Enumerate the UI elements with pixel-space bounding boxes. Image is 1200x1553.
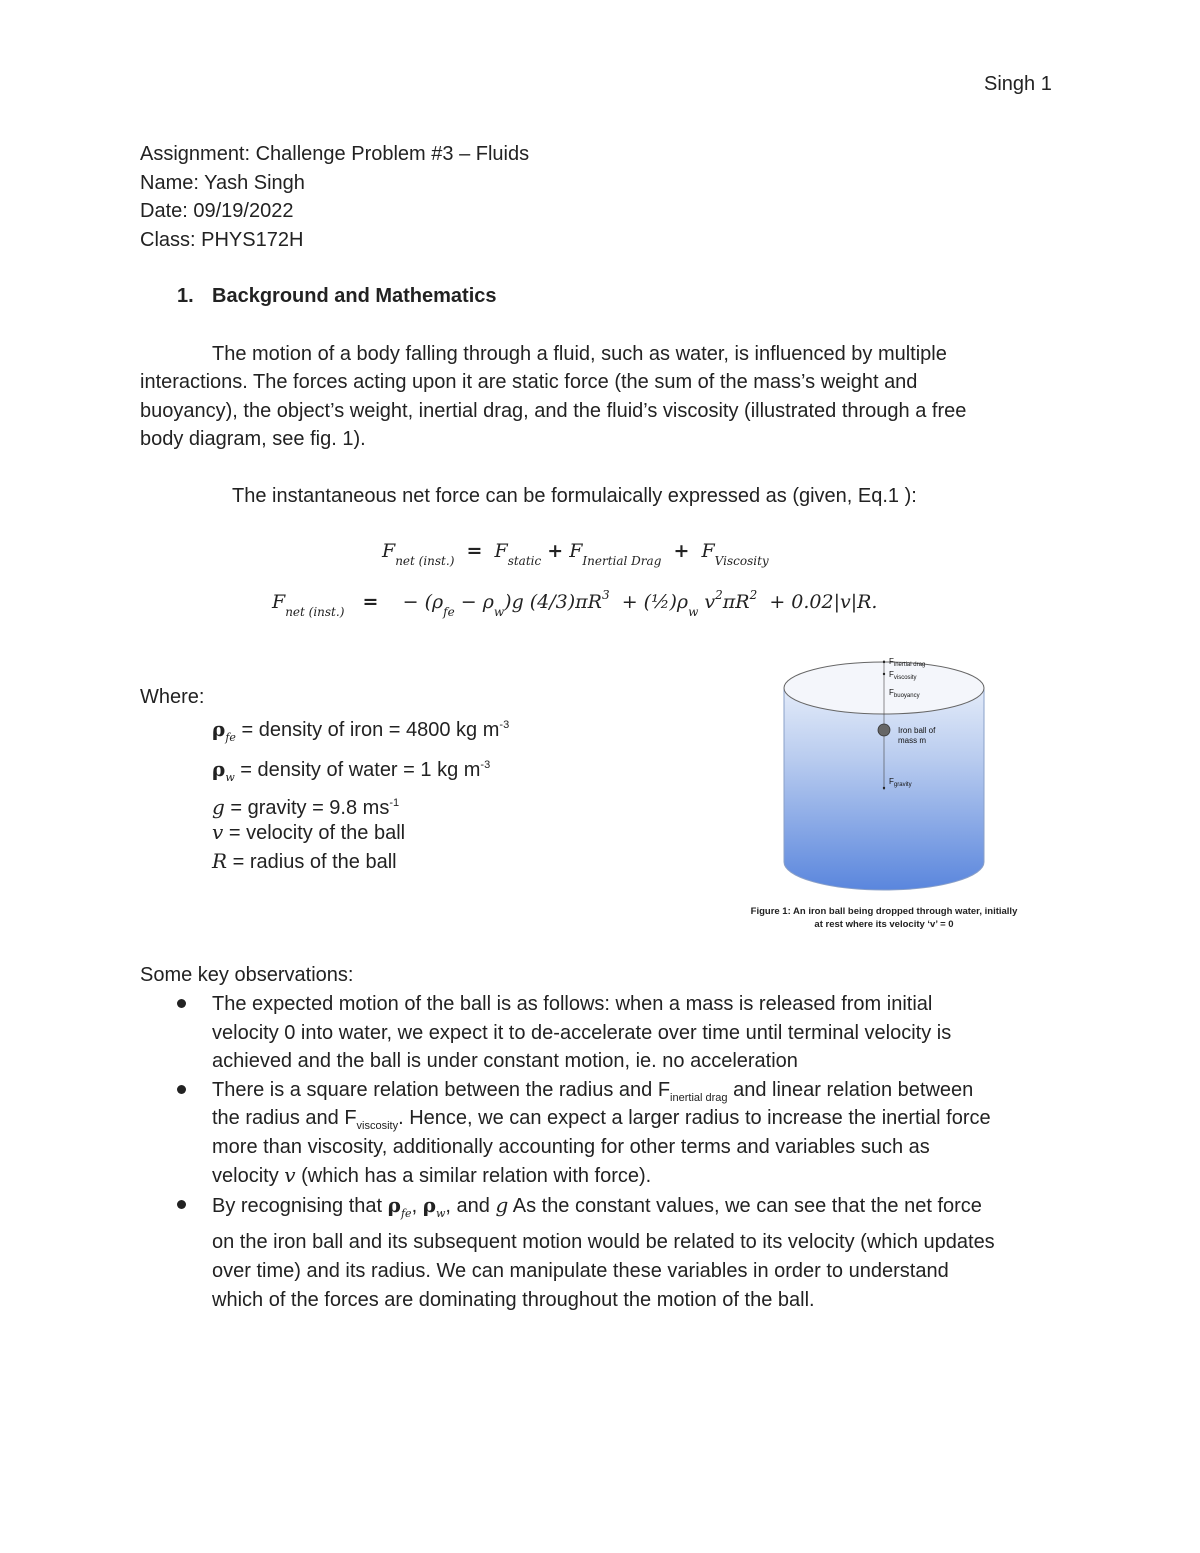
iron-ball bbox=[878, 724, 890, 736]
obs-2-line-3: more than viscosity, additionally accounting for other terms and variables such as bbox=[212, 1136, 930, 1158]
obs-2-line-1: There is a square relation between the radius and $F_{inertial drag}$ and linear relation between bbox=[212, 1079, 974, 1104]
paragraph-line: buoyancy), the object’s weight, inertial drag, and the fluid’s viscosity (illustrated through a free bbox=[140, 400, 967, 422]
figure-caption-line-1: Figure 1: An iron ball being dropped through water, initially bbox=[750, 906, 1018, 917]
label-f-inertial: $F_{inertial drag}$ bbox=[889, 657, 926, 668]
label-ball-1: Iron ball of bbox=[898, 726, 936, 735]
equation-2: $F_{net (inst.)}$ = − $(\rho_{fe} - \rho_w)g$ $(4/3)\pi R^3$ + $(\frac{1}{2})\rho_w$ $v^2\pi R^2 + 0.02|v|R$. bbox=[272, 588, 878, 619]
obs-3-line-3: over time) and its radius. We can manipulate these variables in order to understand bbox=[212, 1260, 949, 1282]
where-row-gravity: g = gravity = 9.8 $ms^{-1}$ bbox=[212, 795, 400, 819]
label-f-buoyancy: $F_{buoyancy}$ bbox=[889, 688, 920, 699]
section-number: 1. bbox=[177, 285, 194, 307]
date-line: Date: 09/19/2022 bbox=[140, 200, 294, 222]
equation-intro: The instantaneous net force can be formulaically expressed as (given, Eq.1 ): bbox=[232, 485, 917, 507]
figure-caption-line-2: at rest where its velocity ‘v’ = 0 bbox=[814, 919, 954, 930]
bullet-point bbox=[177, 1085, 186, 1094]
paragraph-line: interactions. The forces acting upon it are static force (the sum of the mass’s weight and bbox=[140, 371, 918, 393]
obs-3-line-2: on the iron ball and its subsequent motion would be related to its velocity (which updates bbox=[212, 1231, 995, 1253]
where-row-water: $\rho_w$ = density of water = 1 kg $m^{-3}$ bbox=[212, 757, 491, 784]
section-title: Background and Mathematics bbox=[212, 285, 497, 307]
where-row-velocity: v = velocity of the ball bbox=[212, 820, 406, 844]
where-row-iron: $\rho_{fe}$ = density of iron = 4800 kg $m^{-3}$ bbox=[212, 717, 510, 744]
obs-3-line-1: By recognising that $\rho_{fe}$, $\rho_w$, and g As the constant values, we can see that the net force bbox=[212, 1193, 982, 1220]
free-body-diagram-figure bbox=[740, 650, 1040, 940]
class-line: Class: PHYS172H bbox=[140, 229, 304, 251]
obs-1-line-2: velocity 0 into water, we expect it to de-accelerate over time until terminal velocity is bbox=[212, 1022, 952, 1044]
obs-2-line-2: the radius and $F_{viscosity}$. Hence, we can expect a larger radius to increase the inertial force bbox=[212, 1107, 991, 1132]
where-label: Where: bbox=[140, 686, 205, 708]
label-ball-2: mass m bbox=[898, 736, 926, 745]
bullet-point bbox=[177, 999, 186, 1008]
observations-label: Some key observations: bbox=[140, 964, 354, 986]
obs-1-line-3: achieved and the ball is under constant motion, ie. no acceleration bbox=[212, 1050, 798, 1072]
paragraph-line: The motion of a body falling through a fluid, such as water, is influenced by multiple bbox=[212, 343, 947, 365]
label-f-viscosity: $F_{viscosity}$ bbox=[889, 670, 917, 681]
assignment-line: Assignment: Challenge Problem #3 – Fluids bbox=[140, 143, 530, 165]
page-number: Singh 1 bbox=[984, 73, 1052, 95]
where-row-radius: R = radius of the ball bbox=[212, 849, 397, 873]
obs-1-line-1: The expected motion of the ball is as follows: when a mass is released from initial bbox=[212, 993, 933, 1015]
obs-3-line-4: which of the forces are dominating throughout the motion of the ball. bbox=[212, 1289, 815, 1311]
equation-1: $F_{net (inst.)} = F_{static} + F_{Inertial Drag} + F_{Viscosity}$ bbox=[382, 540, 769, 568]
name-line: Name: Yash Singh bbox=[140, 172, 305, 194]
bullet-point bbox=[177, 1200, 186, 1209]
paragraph-line: body diagram, see fig. 1). bbox=[140, 428, 366, 450]
obs-2-line-4: velocity v (which has a similar relation with force). bbox=[212, 1163, 652, 1187]
label-f-gravity: $F_{gravity}$ bbox=[889, 777, 912, 788]
